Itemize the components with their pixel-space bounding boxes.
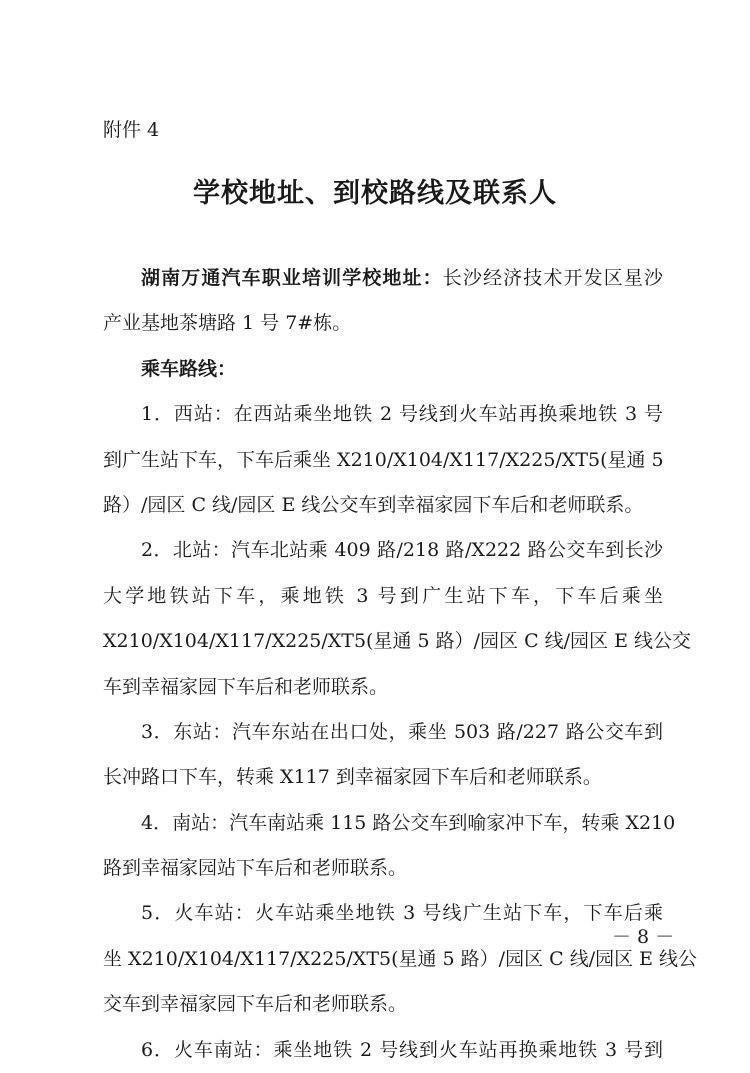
route-3-line-2: 长冲路口下车，转乘 X117 到幸福家园下车后和老师联系。 [103, 766, 602, 789]
address-line-1 [103, 256, 663, 301]
route-2-line-4: 车到幸福家园下车后和老师联系。 [103, 675, 389, 698]
page-title: 学校地址、到校路线及联系人 [193, 178, 557, 209]
address-line-2: 产业基地茶塘路 1 号 7#栋。 [103, 312, 352, 335]
route-5-line-2: 坐 X210/X104/X117/X225/XT5(星通 5 路）/园区 C 线/园区 E 线公 [103, 947, 698, 970]
address-label: 湖南万通汽车职业培训学校地址： [141, 267, 443, 289]
route-1-line-3: 路）/园区 C 线/园区 E 线公交车到幸福家园下车后和老师联系。 [103, 493, 644, 516]
page-number: － 8 － [612, 926, 675, 948]
attachment-label: 附件 4 [103, 119, 160, 141]
route-2-line-2: 大学地铁站下车，乘地铁 3 号到广生站下车，下车后乘坐 [103, 584, 663, 607]
route-5-line-3: 交车到幸福家园下车后和老师联系。 [103, 993, 408, 1016]
route-5-line-1: 5．火车站：火车站乘坐地铁 3 号线广生站下车，下车后乘 [141, 902, 663, 925]
route-2-line-1: 2．北站：汽车北站乘 409 路/218 路/X222 路公交车到长沙 [141, 539, 663, 562]
route-4-line-1: 4．南站：汽车南站乘 115 路公交车到喻家冲下车，转乘 X210 [141, 811, 676, 834]
routes-heading: 乘车路线： [141, 357, 237, 380]
route-6-line-1: 6．火车南站：乘坐地铁 2 号线到火车站再换乘地铁 3 号到 [141, 1038, 663, 1061]
route-4-line-2: 路到幸福家园站下车后和老师联系。 [103, 857, 408, 880]
address-text: 长沙经济技术开发区星沙 [442, 267, 663, 289]
route-1-line-1: 1．西站：在西站乘坐地铁 2 号线到火车站再换乘地铁 3 号 [141, 403, 663, 426]
route-3-line-1: 3．东站：汽车东站在出口处，乘坐 503 路/227 路公交车到 [141, 720, 663, 743]
route-2-line-3: X210/X104/X117/X225/XT5(星通 5 路）/园区 C 线/园区 E 线公交 [103, 630, 692, 653]
document-body [103, 256, 698, 1073]
route-1-line-2: 到广生站下车，下车后乘坐 X210/X104/X117/X225/XT5(星通 5 [103, 448, 664, 471]
